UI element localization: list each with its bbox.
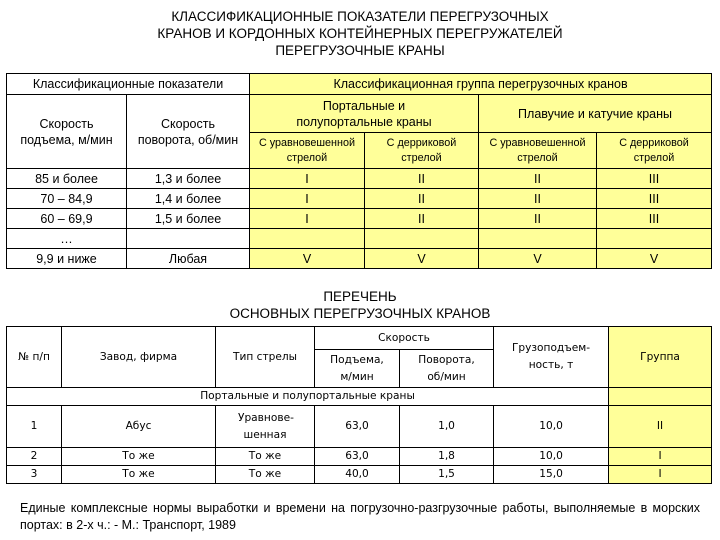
sub-balanced-boom: С уравновешенной стрелой	[479, 133, 597, 169]
group-floating-cranes: Плавучие и катучие краны	[479, 95, 712, 133]
cell-group: I	[609, 466, 712, 484]
title-line: ОСНОВНЫХ ПЕРЕГРУЗОЧНЫХ КРАНОВ	[229, 306, 491, 321]
document-title	[0, 8, 720, 59]
cell-group: I	[250, 169, 365, 189]
cell-capacity: 15,0	[494, 466, 609, 484]
sub-derrick-boom: С дерриковой стрелой	[597, 133, 712, 169]
cell-group: III	[597, 209, 712, 229]
table-row	[7, 249, 712, 269]
cell-group: V	[597, 249, 712, 269]
header-slew-speed: Поворота, об/мин	[400, 350, 494, 388]
header-lift-speed: Скорость подъема, м/мин	[7, 95, 127, 169]
cell-slew: Любая	[127, 249, 250, 269]
header-number: № п/п	[7, 327, 62, 388]
header-lift-speed: Подъема, м/мин	[315, 350, 400, 388]
cell-capacity: 10,0	[494, 448, 609, 466]
table-row	[7, 229, 712, 249]
table-row	[7, 448, 712, 466]
cell-lift: 40,0	[315, 466, 400, 484]
cell-group	[250, 229, 365, 249]
cell-group: II	[365, 169, 479, 189]
title-line: КРАНОВ И КОРДОННЫХ КОНТЕЙНЕРНЫХ ПЕРЕГРУЖАТЕЛЕЙ	[157, 26, 563, 41]
cell-group: V	[250, 249, 365, 269]
cell-lift: 63,0	[315, 448, 400, 466]
cell-number: 3	[7, 466, 62, 484]
cell-lift: 9,9 и ниже	[7, 249, 127, 269]
cell-group: II	[479, 169, 597, 189]
section-portal-cranes: Портальные и полупортальные краны	[7, 388, 609, 406]
cranes-list-table	[6, 326, 712, 484]
cell-group	[365, 229, 479, 249]
cell-lift: 60 – 69,9	[7, 209, 127, 229]
source-citation: Единые комплексные нормы выработки и времени на погрузочно-разгрузочные работы, выполняемые в морских портах: в 2-х ч.: - М.: Транспорт, 1989	[20, 501, 700, 532]
cell-lift: 70 – 84,9	[7, 189, 127, 209]
header-group: Группа	[609, 327, 712, 388]
cell-number: 1	[7, 406, 62, 448]
header-classification-indicators: Классификационные показатели	[7, 74, 250, 95]
cell-group	[597, 229, 712, 249]
list-title	[0, 288, 720, 322]
cell-group: I	[609, 448, 712, 466]
cell-slew	[127, 229, 250, 249]
cell-boom: Уравнове-шенная	[216, 406, 315, 448]
cell-plant: Абус	[62, 406, 216, 448]
cell-group: III	[597, 169, 712, 189]
section-group-cell	[609, 388, 712, 406]
cell-group: V	[479, 249, 597, 269]
header-slew-speed: Скорость поворота, об/мин	[127, 95, 250, 169]
cell-lift: …	[7, 229, 127, 249]
cell-slew: 1,5	[400, 466, 494, 484]
cell-slew: 1,0	[400, 406, 494, 448]
title-line: КЛАССИФИКАЦИОННЫЕ ПОКАЗАТЕЛИ ПЕРЕГРУЗОЧНЫХ	[171, 9, 549, 24]
cell-capacity: 10,0	[494, 406, 609, 448]
cell-plant: То же	[62, 448, 216, 466]
title-line: ПЕРЕГРУЗОЧНЫЕ КРАНЫ	[275, 43, 445, 58]
table-row	[7, 169, 712, 189]
cell-group: V	[365, 249, 479, 269]
cell-boom: То же	[216, 466, 315, 484]
cell-group: II	[479, 189, 597, 209]
table-row	[7, 466, 712, 484]
cell-slew: 1,8	[400, 448, 494, 466]
cell-group: II	[479, 209, 597, 229]
table-row	[7, 189, 712, 209]
header-speed: Скорость	[315, 327, 494, 350]
group-portal-cranes: Портальные и полупортальные краны	[250, 95, 479, 133]
title-line: ПЕРЕЧЕНЬ	[323, 289, 397, 304]
cell-slew: 1,4 и более	[127, 189, 250, 209]
header-capacity: Грузоподъем-ность, т	[494, 327, 609, 388]
cell-boom: То же	[216, 448, 315, 466]
cell-group: I	[250, 209, 365, 229]
table-row	[7, 406, 712, 448]
sub-balanced-boom: С уравновешенной стрелой	[250, 133, 365, 169]
cell-lift: 63,0	[315, 406, 400, 448]
header-crane-group: Классификационная группа перегрузочных кранов	[250, 74, 712, 95]
sub-derrick-boom: С дерриковой стрелой	[365, 133, 479, 169]
cell-group: III	[597, 189, 712, 209]
cell-group: II	[365, 189, 479, 209]
table-row	[7, 209, 712, 229]
header-boom-type: Тип стрелы	[216, 327, 315, 388]
cell-slew: 1,5 и более	[127, 209, 250, 229]
cell-group: I	[250, 189, 365, 209]
cell-group	[479, 229, 597, 249]
cell-plant: То же	[62, 466, 216, 484]
header-plant: Завод, фирма	[62, 327, 216, 388]
cell-group: II	[609, 406, 712, 448]
cell-lift: 85 и более	[7, 169, 127, 189]
cell-group: II	[365, 209, 479, 229]
cell-number: 2	[7, 448, 62, 466]
classification-table	[6, 73, 712, 269]
cell-slew: 1,3 и более	[127, 169, 250, 189]
